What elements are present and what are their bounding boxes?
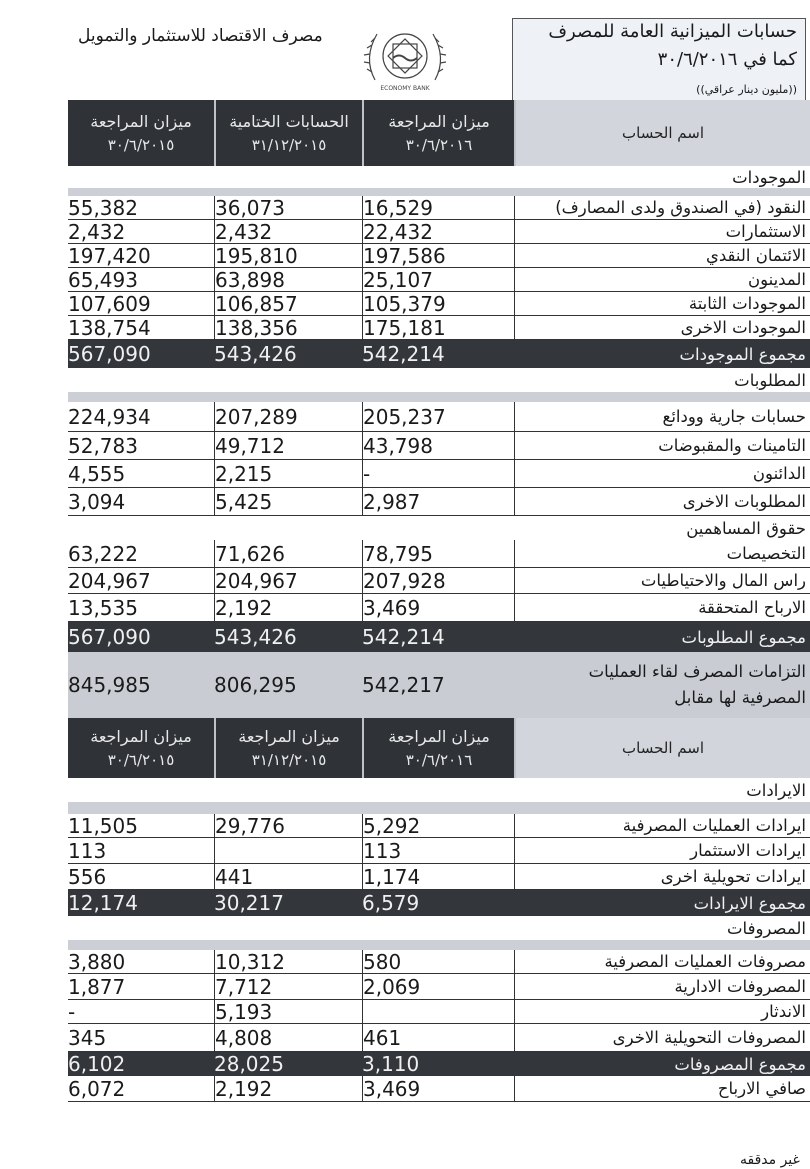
section-title-expenses: المصروفات xyxy=(68,916,810,940)
commitments-row: التزامات المصرف لقاء العمليات المصرفية لها مقابل 542,217 806,295 845,985 xyxy=(68,652,810,718)
table-header xyxy=(68,100,810,166)
column-header-trial-balance-2016: ميزان المراجعة ٣٠/٦/٢٠١٦ xyxy=(362,718,514,778)
table-row: المدينون 25,107 63,898 65,493 xyxy=(68,268,810,292)
table-row: التخصيصات 78,795 71,626 63,222 xyxy=(68,540,810,568)
column-header-account-name: اسم الحساب xyxy=(514,718,810,778)
column-header-account-name: اسم الحساب xyxy=(514,100,810,166)
table-row: المصروفات التحويلية الاخرى 461 4,808 345 xyxy=(68,1024,810,1052)
table-row: ايرادات العمليات المصرفية 5,292 29,776 11,505 xyxy=(68,814,810,838)
net-profit-row: صافي الارباح 3,469 2,192 6,072 xyxy=(68,1076,810,1102)
report-title: حسابات الميزانية العامة للمصرف xyxy=(548,21,797,42)
table-row: الاستثمارات 22,432 2,432 2,432 xyxy=(68,220,810,244)
table-row: ايرادات تحويلية اخرى 1,174 441 556 xyxy=(68,864,810,890)
column-header-trial-balance-dec-2015: ميزان المراجعة ٣١/١٢/٢٠١٥ xyxy=(214,718,362,778)
table-row: الموجودات الثابتة 105,379 106,857 107,609 xyxy=(68,292,810,316)
table-row: الدائنون - 2,215 4,555 xyxy=(68,460,810,488)
section-title-liabilities: المطلوبات xyxy=(68,368,810,392)
section-title-equity: حقوق المساهمين xyxy=(68,516,810,540)
svg-text:ECONOMY BANK: ECONOMY BANK xyxy=(380,85,430,92)
total-row-liabilities: مجموع المطلوبات 542,214 543,426 567,090 xyxy=(68,622,810,652)
column-header-trial-balance-2015: ميزان المراجعة ٣٠/٦/٢٠١٥ xyxy=(90,112,192,154)
table-row: المطلوبات الاخرى 2,987 5,425 3,094 xyxy=(68,488,810,516)
section-title-assets: الموجودات xyxy=(68,166,810,188)
total-row-assets: مجموع الموجودات 542,214 543,426 567,090 xyxy=(68,340,810,368)
section-spacer xyxy=(68,802,810,814)
report-date: كما في ٣٠/٦/٢٠١٦ xyxy=(657,49,797,70)
column-header-trial-balance-2015: ميزان المراجعة ٣٠/٦/٢٠١٥ xyxy=(90,727,192,769)
table-row: ايرادات الاستثمار 113 113 xyxy=(68,838,810,864)
table-row: راس المال والاحتياطيات 207,928 204,967 204,967 xyxy=(68,568,810,594)
table-row: الاندثار 5,193 - xyxy=(68,1000,810,1024)
column-header-final-accounts-2015: الحسابات الختامية ٣١/١٢/٢٠١٥ xyxy=(214,100,362,166)
table-row: حسابات جارية وودائع 205,237 207,289 224,934 xyxy=(68,402,810,432)
table-row: الموجودات الاخرى 175,181 138,356 138,754 xyxy=(68,316,810,340)
table-header-income xyxy=(68,718,810,778)
total-row-revenues: مجموع الايرادات 6,579 30,217 12,174 xyxy=(68,890,810,916)
table-row: مصروفات العمليات المصرفية 580 10,312 3,880 xyxy=(68,950,810,974)
currency-unit: ((مليون دينار عراقي)) xyxy=(696,83,797,96)
table-row: المصروفات الادارية 2,069 7,712 1,877 xyxy=(68,974,810,1000)
table-row: النقود (في الصندوق ولدى المصارف) 16,529 36,073 55,382 xyxy=(68,196,810,220)
table-row: الائتمان النقدي 197,586 195,810 197,420 xyxy=(68,244,810,268)
section-spacer xyxy=(68,940,810,950)
section-spacer xyxy=(68,392,810,402)
bank-seal-icon xyxy=(355,18,455,98)
column-header-trial-balance-2016: ميزان المراجعة ٣٠/٦/٢٠١٦ xyxy=(362,100,514,166)
total-row-expenses: مجموع المصروفات 3,110 28,025 6,102 xyxy=(68,1052,810,1076)
commitments-label: التزامات المصرف لقاء العمليات المصرفية لها مقابل xyxy=(588,662,806,707)
section-title-revenues: الايرادات xyxy=(68,778,810,802)
bank-name: مصرف الاقتصاد للاستثمار والتمويل xyxy=(78,26,323,46)
section-spacer xyxy=(68,188,810,196)
report-title-box xyxy=(512,18,806,102)
table-row: التامينات والمقبوضات 43,798 49,712 52,783 xyxy=(68,432,810,460)
table-row: الارباح المتحققة 3,469 2,192 13,535 xyxy=(68,594,810,622)
unaudited-note: غير مدققه xyxy=(740,1152,800,1168)
